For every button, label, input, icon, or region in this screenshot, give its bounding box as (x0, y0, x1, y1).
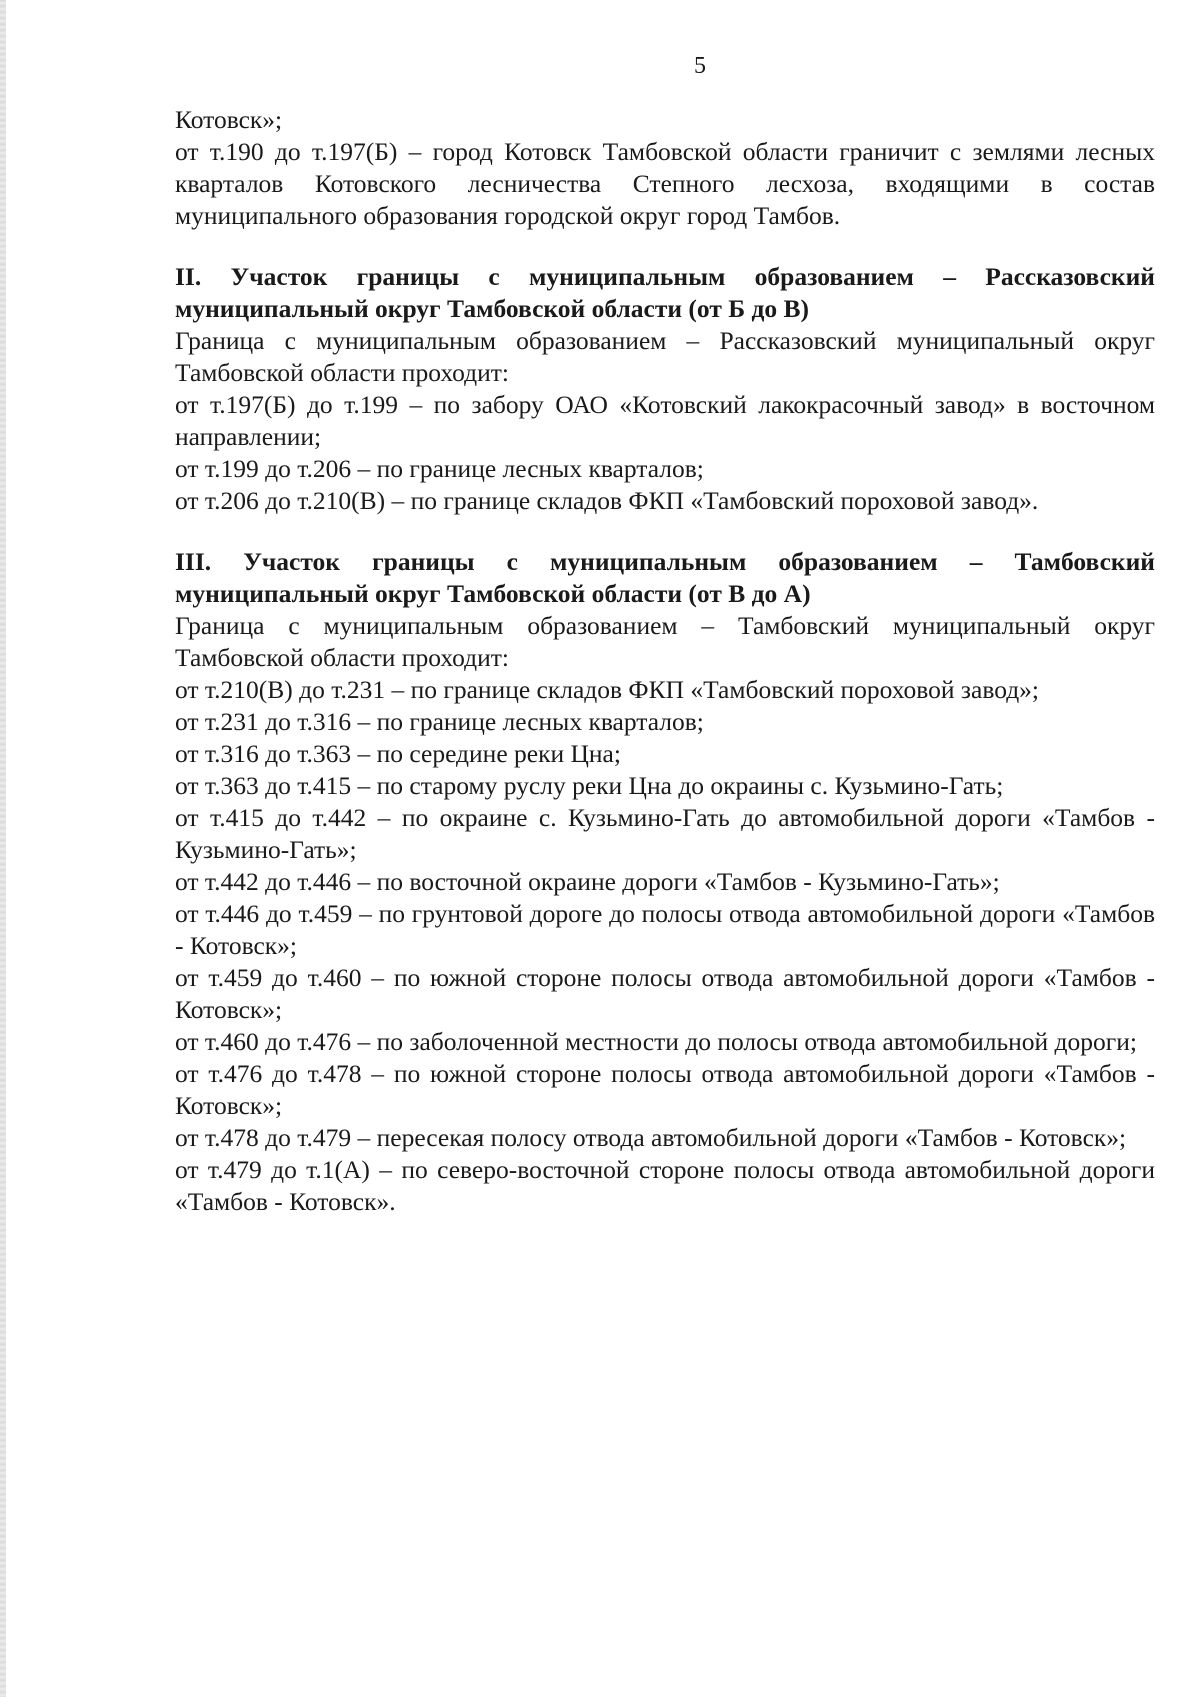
paragraph: от т.476 до т.478 – по южной стороне полосы отвода автомобильной дороги «Тамбов - Котовск»; (175, 1059, 1155, 1120)
document-body (175, 104, 1155, 1218)
paragraph: от т.460 до т.476 – по заболоченной местности до полосы отвода автомобильной дороги; (175, 1027, 1137, 1056)
paragraph: от т.363 до т.415 – по старому руслу реки Цна до окраины с. Кузьмино-Гать; (175, 771, 1004, 800)
paragraph: от т.478 до т.479 – пересекая полосу отвода автомобильной дороги «Тамбов - Котовск»; (175, 1123, 1127, 1152)
section-heading: II. Участок границы с муниципальным образованием – Рассказовский муниципальный округ Тамбовской области (от Б до В) (175, 262, 1155, 323)
paragraph: от т.199 до т.206 – по границе лесных кварталов; (175, 454, 704, 483)
section-heading: III. Участок границы с муниципальным образованием – Тамбовский муниципальный округ Тамбовской области (от В до А) (175, 547, 1155, 608)
paragraph: от т.206 до т.210(В) – по границе складов ФКП «Тамбовский пороховой завод». (175, 486, 1039, 515)
paragraph: Граница с муниципальным образованием – Тамбовский муниципальный округ Тамбовской области проходит: (175, 611, 1155, 672)
paragraph: от т.479 до т.1(А) – по северо-восточной стороне полосы отвода автомобильной дороги «Тамбов - Котовск». (175, 1155, 1155, 1216)
section-spacer (175, 232, 1155, 261)
paragraph: от т.415 до т.442 – по окраине с. Кузьмино-Гать до автомобильной дороги «Тамбов - Кузьмино-Гать»; (175, 803, 1155, 864)
paragraph: от т.197(Б) до т.199 – по забору ОАО «Котовский лакокрасочный завод» в восточном направлении; (175, 390, 1155, 451)
paragraph: от т.446 до т.459 – по грунтовой дороге до полосы отвода автомобильной дороги «Тамбов - Котовск»; (175, 899, 1155, 960)
scan-edge (0, 0, 6, 1697)
section-spacer (175, 517, 1155, 546)
page-number: 5 (694, 53, 706, 79)
paragraph: от т.316 до т.363 – по середине реки Цна; (175, 739, 621, 768)
paragraph: от т.210(В) до т.231 – по границе складов ФКП «Тамбовский пороховой завод»; (175, 675, 1040, 704)
paragraph: от т.231 до т.316 – по границе лесных кварталов; (175, 707, 704, 736)
paragraph: Котовск»; (175, 105, 283, 134)
paragraph: Граница с муниципальным образованием – Рассказовский муниципальный округ Тамбовской области проходит: (175, 326, 1155, 387)
paragraph: от т.442 до т.446 – по восточной окраине дороги «Тамбов - Кузьмино-Гать»; (175, 867, 1000, 896)
paragraph: от т.459 до т.460 – по южной стороне полосы отвода автомобильной дороги «Тамбов - Котовск»; (175, 963, 1155, 1024)
paragraph: от т.190 до т.197(Б) – город Котовск Тамбовской области граничит с землями лесных кварталов Котовского лесничества Степного лесхоза, входящими в состав муниципального образования городской округ город Тамбов. (175, 137, 1155, 230)
